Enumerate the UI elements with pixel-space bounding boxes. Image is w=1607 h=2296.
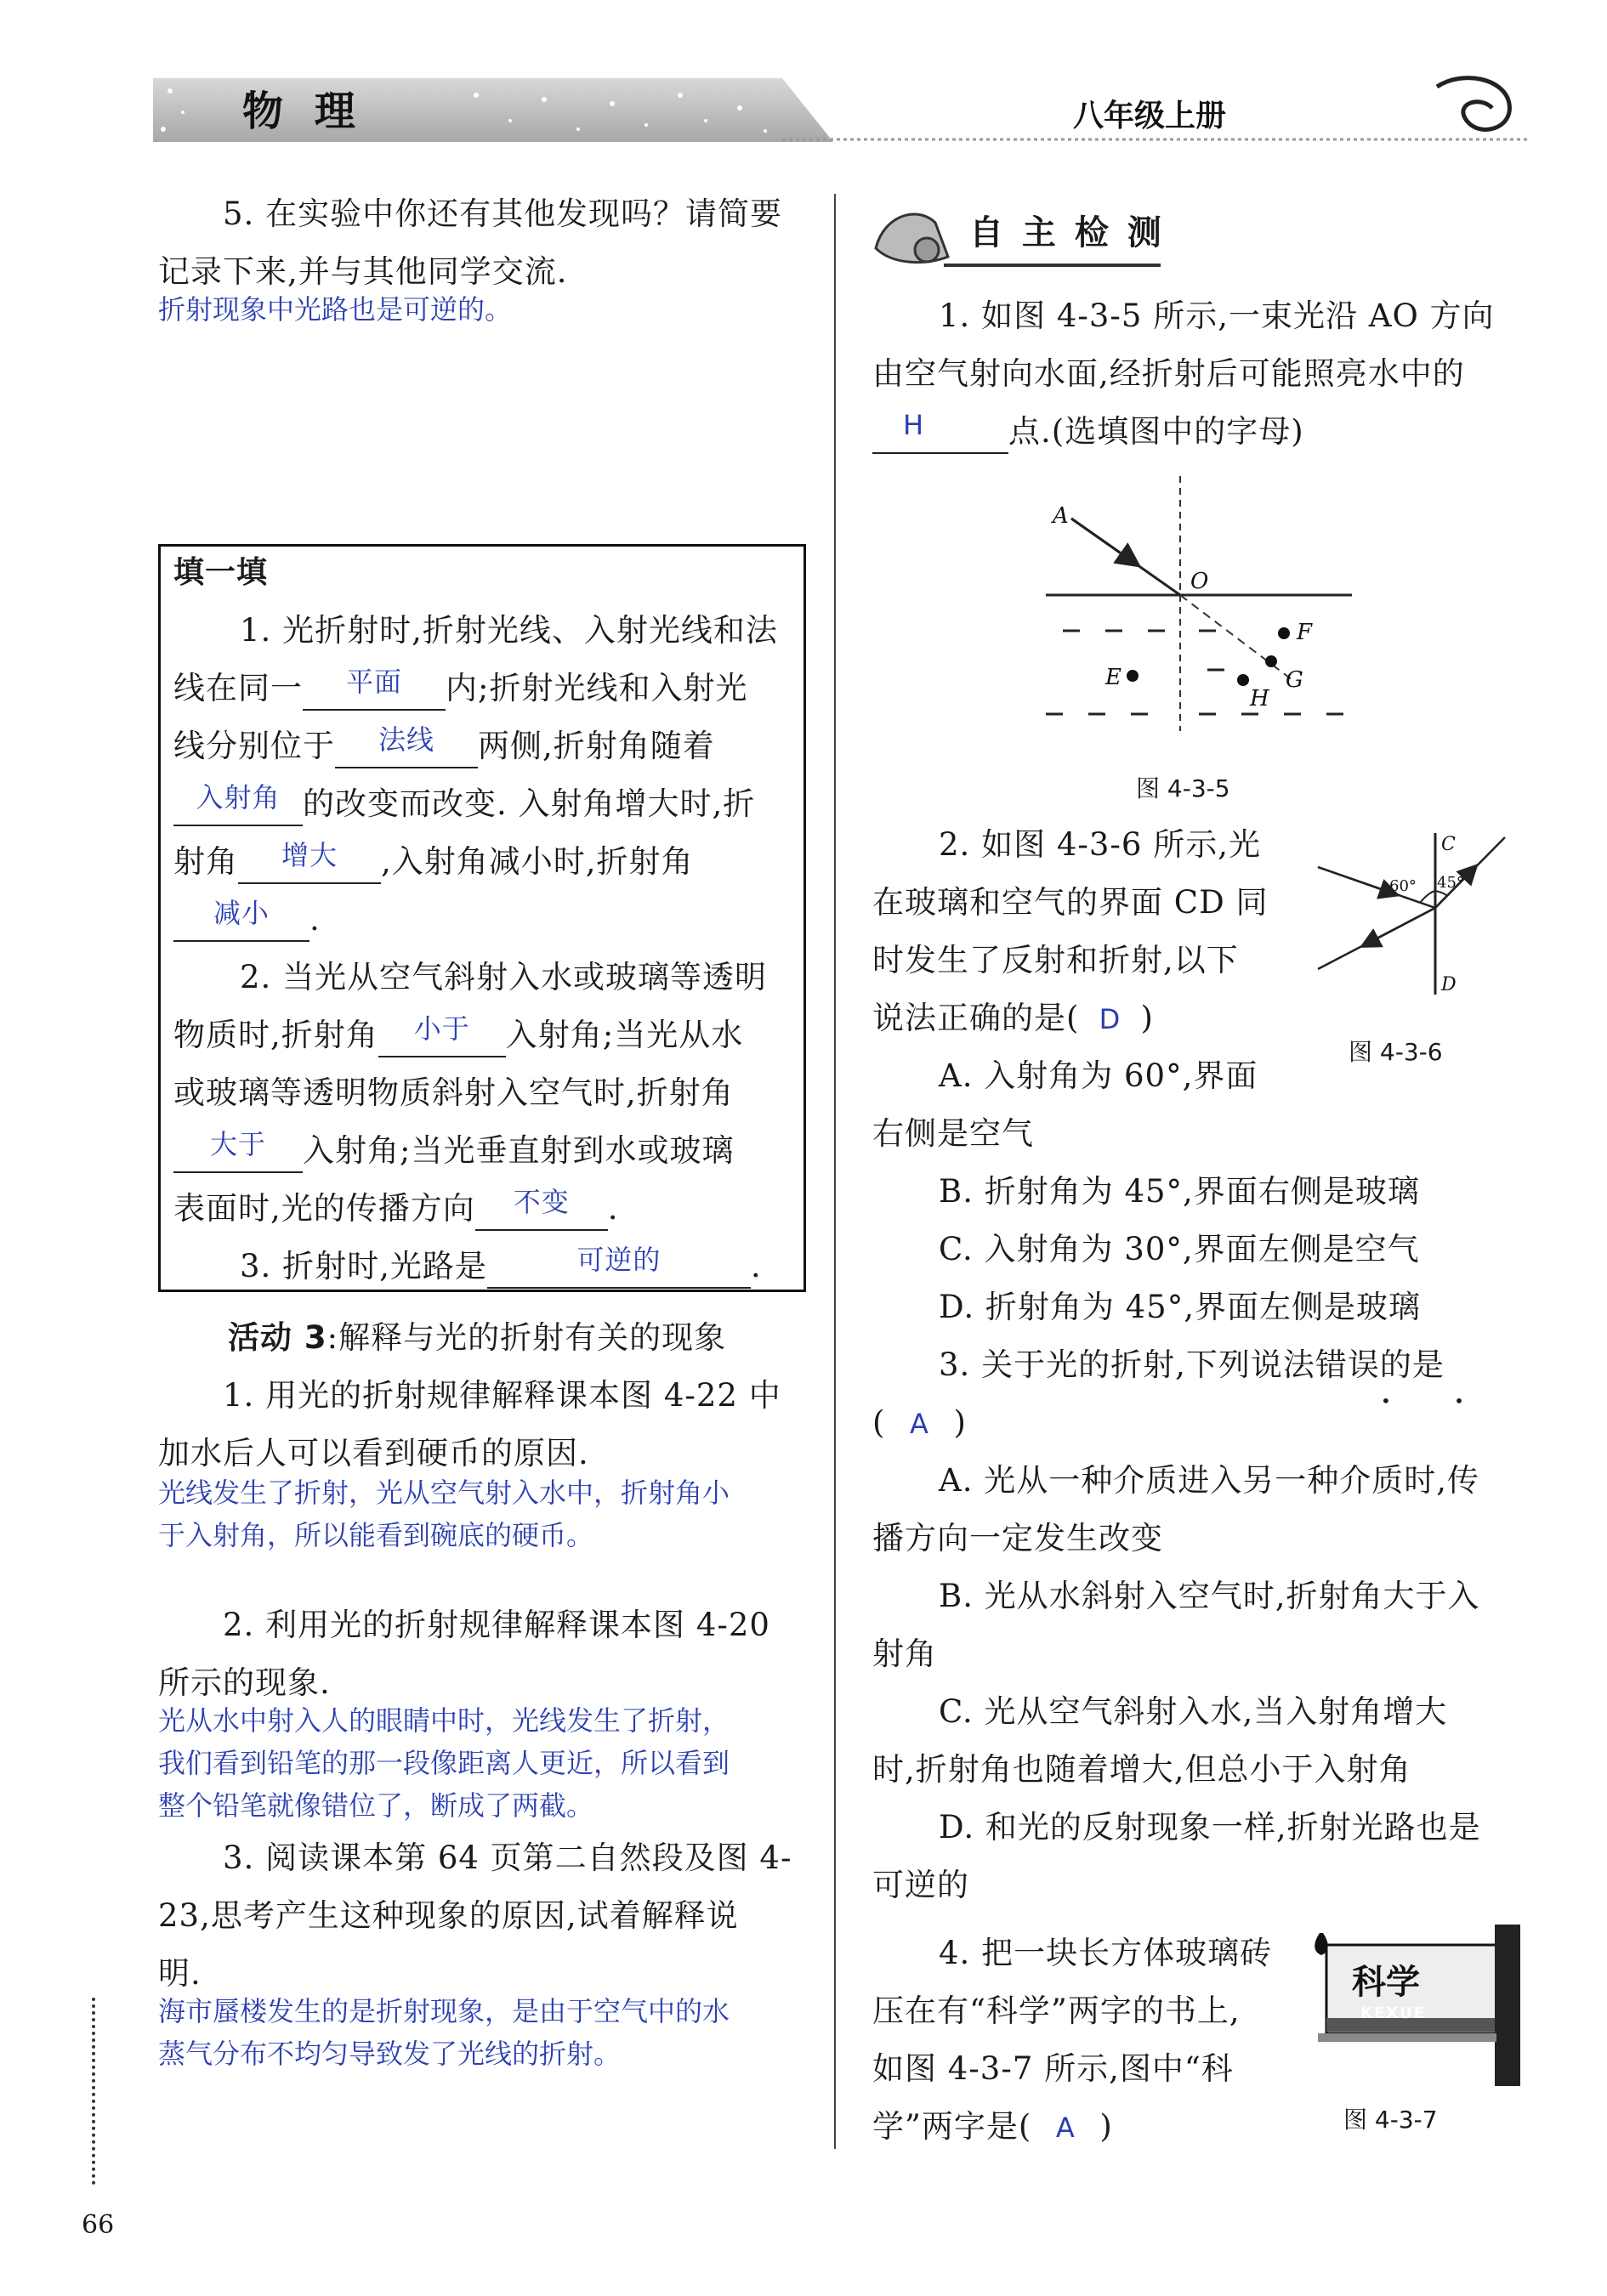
blank-5[interactable] (173, 897, 309, 942)
answer: 可逆的 (576, 1244, 662, 1276)
q2-line1: 2. 如图 4-3-6 所示,光 (939, 826, 1261, 863)
label-45deg: 45° (1437, 874, 1464, 892)
activity3-heading (228, 1316, 726, 1360)
glass-pinyin: KEXUE (1360, 2004, 1427, 2022)
q3-option-A-line1: A. 光从一种介质进入另一种介质时,传 (939, 1462, 1480, 1499)
figure-4-3-6 (1309, 833, 1530, 1003)
q1-line1: 1. 如图 4-3-5 所示,一束光沿 AO 方向 (939, 298, 1495, 334)
label-A: A (1053, 503, 1069, 529)
q3-option-C-line1: C. 光从空气斜射入水,当入射角增大 (939, 1693, 1448, 1730)
box-p1-line6 (173, 898, 321, 942)
activity3-title: :解释与光的折射有关的现象 (327, 1319, 727, 1356)
q3-line1: 3. 关于光的折射,下列说法错误的是 (939, 1346, 1445, 1383)
text: 点.(选填图中的字母) (1008, 413, 1304, 450)
a1-line2: 加水后人可以看到硬币的原因. (158, 1435, 589, 1471)
answer: 减小 (213, 897, 270, 929)
text: . (309, 901, 321, 938)
glass-word: 科学 (1352, 1963, 1420, 2002)
a2-line2: 所示的现象. (158, 1664, 331, 1701)
answer: 法线 (378, 723, 434, 756)
box-p1-line4 (173, 782, 755, 826)
answer: 增大 (281, 839, 338, 871)
q1-line3 (872, 410, 1304, 454)
q3-option-C-line2: 时,折射角也随着增大,但总小于入射角 (872, 1751, 1411, 1788)
a3-answer-line1: 海市蜃楼发生的是折射现象，是由于空气中的水 (158, 1995, 730, 2027)
q2-line2: 在玻璃和空气的界面 CD 同 (872, 884, 1269, 921)
figure-4-3-5 (1037, 476, 1377, 740)
answer: 入射角 (196, 781, 281, 814)
label-G: G (1286, 667, 1303, 693)
label-C: C (1441, 834, 1456, 855)
text: 线分别位于 (173, 728, 335, 764)
subject-title: 物 理 (242, 88, 364, 135)
blank-6[interactable] (378, 1012, 506, 1057)
q3-option-D-line1: D. 和光的反射现象一样,折射光路也是 (939, 1809, 1481, 1845)
label-D: D (1441, 974, 1457, 995)
q2-option-C: C. 入射角为 30°,界面左侧是空气 (939, 1231, 1420, 1267)
text: 入射角;当光从水 (505, 1017, 744, 1053)
column-divider (834, 194, 836, 2149)
q3-option-D-line2: 可逆的 (872, 1867, 969, 1903)
text: 内;折射光线和入射光 (446, 670, 748, 706)
figure-4-3-7 (1309, 1923, 1522, 2089)
q2-option-A-line1: A. 入射角为 60°,界面 (939, 1057, 1258, 1094)
figure-4-3-5-caption: 图 4-3-5 (1136, 774, 1230, 802)
figure-4-3-7-caption: 图 4-3-7 (1343, 2106, 1438, 2134)
answer: 平面 (345, 666, 402, 698)
a3-line2: 23,思考产生这种现象的原因,试着解释说 (158, 1897, 739, 1934)
label-H: H (1250, 686, 1269, 711)
figure-4-3-6-caption: 图 4-3-6 (1349, 1038, 1443, 1066)
q5-line2: 记录下来,并与其他同学交流. (158, 253, 568, 290)
box-title: 填一填 (173, 555, 269, 590)
q3-answer[interactable]: A (909, 1408, 929, 1440)
text: 入射角;当光垂直射到水或玻璃 (303, 1132, 735, 1169)
q2-option-B: B. 折射角为 45°,界面右侧是玻璃 (939, 1173, 1420, 1210)
blank-4[interactable] (238, 839, 381, 884)
text: 两侧,折射角随着 (478, 728, 715, 764)
q4-line2: 压在有“科学”两字的书上, (872, 1993, 1241, 2029)
q4-answer[interactable]: A (1055, 2112, 1076, 2144)
box-p1-line3 (173, 724, 715, 768)
q3-option-A-line2: 播方向一定发生改变 (872, 1520, 1163, 1556)
a2-answer-line1: 光从水中射入人的眼睛中时，光线发生了折射， (158, 1704, 730, 1737)
q5-line1: 5. 在实验中你还有其他发现吗？请简要 (223, 196, 783, 232)
text: 线在同一 (173, 670, 303, 706)
q3-option-B-line2: 射角 (872, 1636, 937, 1672)
answer: 大于 (209, 1128, 266, 1160)
a2-answer-line2: 我们看到铅笔的那一段像距离人更近，所以看到 (158, 1747, 730, 1779)
q5-answer: 折射现象中光路也是可逆的。 (158, 293, 513, 326)
box-p1-line1: 1. 光折射时,折射光线、入射光线和法 (240, 612, 778, 649)
a1-answer-line2: 于入射角，所以能看到碗底的硬币。 (158, 1519, 594, 1551)
text: 表面时,光的传播方向 (173, 1190, 475, 1227)
text: 物质时,折射角 (173, 1017, 378, 1053)
text: ( (872, 1404, 886, 1441)
text: . (750, 1248, 762, 1284)
label-O: O (1190, 569, 1209, 594)
box-p2-line5 (173, 1187, 619, 1231)
answer: H (903, 409, 925, 441)
activity3-label: 活动 3 (228, 1319, 327, 1356)
a3-line3: 明. (158, 1955, 202, 1992)
q4-line3: 如图 4-3-7 所示,图中“科 (872, 2050, 1234, 2087)
q3-option-B-line1: B. 光从水斜射入空气时,折射角大于入 (939, 1578, 1480, 1614)
text: 学”两字是( (872, 2108, 1032, 2145)
text: ) (1140, 1000, 1154, 1036)
box-p1-line2 (173, 666, 747, 711)
q4-line1: 4. 把一块长方体玻璃砖 (939, 1935, 1273, 1971)
box-p2-line1: 2. 当光从空气斜射入水或玻璃等透明 (240, 959, 768, 995)
a1-answer-line1: 光线发生了折射，光从空气射入水中，折射角小 (158, 1477, 730, 1509)
page-number: 66 (82, 2210, 115, 2240)
a2-line1: 2. 利用光的折射规律解释课本图 4-20 (223, 1607, 770, 1643)
blank-7[interactable] (173, 1128, 303, 1173)
blank-8[interactable] (475, 1186, 608, 1231)
emphasis-dots: • • (1381, 1391, 1493, 1411)
q2-line4 (872, 996, 1154, 1041)
blank-3[interactable] (173, 781, 303, 826)
q2-line3: 时发生了反射和折射,以下 (872, 942, 1239, 978)
text: 射角 (173, 843, 238, 880)
text: 3. 折射时,光路是 (240, 1248, 487, 1284)
label-E: E (1105, 665, 1121, 690)
box-p2-line3: 或玻璃等透明物质斜射入空气时,折射角 (173, 1074, 734, 1111)
text: . (607, 1190, 619, 1227)
text: 说法正确的是( (872, 1000, 1080, 1036)
box-p3-line (240, 1244, 762, 1289)
a2-answer-line3: 整个铅笔就像错位了，断成了两截。 (158, 1789, 594, 1822)
q1-blank[interactable] (872, 409, 1008, 454)
box-p1-line5 (173, 840, 694, 884)
page-margin-dots (92, 1998, 99, 2185)
text: ) (953, 1404, 967, 1441)
q3-answer-line (872, 1401, 967, 1446)
label-60deg: 60° (1389, 877, 1417, 895)
text: 的改变而改变. 入射角增大时,折 (303, 785, 756, 822)
blank-2[interactable] (335, 723, 478, 768)
text: ) (1099, 2108, 1113, 2145)
a3-answer-line2: 蒸气分布不均匀导致发了光线的折射。 (158, 2038, 622, 2070)
a3-line1: 3. 阅读课本第 64 页第二自然段及图 4- (223, 1840, 792, 1876)
a1-line1: 1. 用光的折射规律解释课本图 4-22 中 (223, 1377, 781, 1414)
page-header (0, 0, 1607, 170)
box-p2-line2 (173, 1013, 743, 1057)
label-F: F (1297, 620, 1313, 645)
q2-answer[interactable]: D (1099, 1003, 1121, 1035)
box-p2-line4 (173, 1129, 734, 1173)
blank-1[interactable] (303, 666, 446, 711)
section-title: 自 主 检 测 (969, 213, 1165, 252)
q2-option-D: D. 折射角为 45°,界面左侧是玻璃 (939, 1289, 1421, 1325)
q4-line4 (872, 2105, 1113, 2150)
answer: 小于 (413, 1012, 470, 1045)
q2-option-A-line2: 右侧是空气 (872, 1115, 1034, 1152)
q1-line2: 由空气射向水面,经折射后可能照亮水中的 (872, 355, 1465, 392)
grade-label: 八年级上册 (1073, 99, 1227, 133)
answer: 不变 (513, 1186, 570, 1218)
blank-9[interactable] (487, 1244, 751, 1289)
text: ,入射角减小时,折射角 (381, 843, 694, 880)
